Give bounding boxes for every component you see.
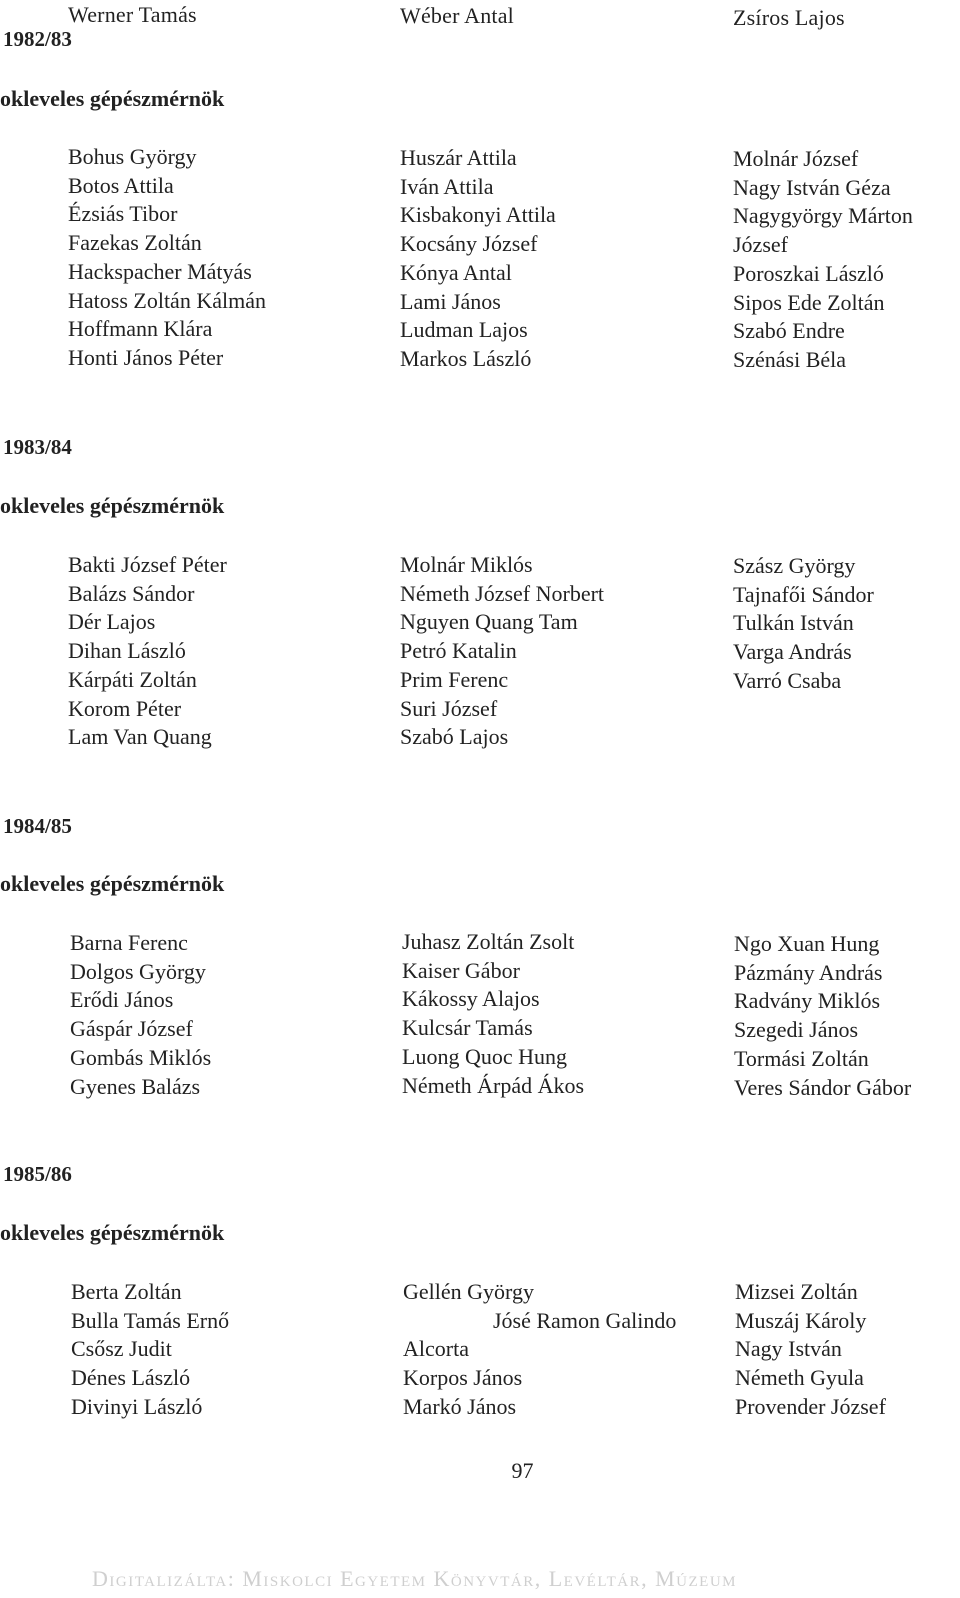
list-item: Juhasz Zoltán Zsolt	[402, 929, 575, 954]
name-column-2	[403, 1278, 676, 1422]
list-item: Nagy István	[735, 1336, 842, 1362]
list-item: Luong Quoc Hung	[402, 1043, 567, 1069]
list-item: Varga András	[733, 639, 852, 665]
digitization-watermark: Digitalizálta: Miskolci Egyetem Könyvtár, Levéltár, Múzeum	[92, 1566, 737, 1591]
name-column-2	[400, 551, 604, 752]
list-item: Németh József Norbert	[400, 580, 605, 606]
list-item: Balázs Sándor	[68, 580, 195, 606]
top-name-col2: Wéber Antal	[400, 3, 514, 28]
list-item: Alcorta	[403, 1336, 469, 1362]
list-item: Szénási Béla	[733, 346, 847, 372]
list-item: Berta Zoltán	[71, 1279, 182, 1304]
list-item: Suri József	[400, 695, 498, 721]
name-column-2	[402, 928, 584, 1100]
list-item: Hatoss Zoltán Kálmán	[68, 287, 266, 313]
list-item: Kocsány József	[400, 231, 538, 257]
list-item: Veres Sándor Gábor	[734, 1074, 912, 1100]
name-column-1	[71, 1278, 229, 1422]
list-item: Dér Lajos	[68, 609, 156, 635]
name-column-1	[70, 929, 211, 1101]
page-number: 97	[511, 1458, 534, 1483]
section-degree: okleveles gépészmérnök	[0, 1220, 225, 1245]
list-item: Prim Ferenc	[400, 666, 509, 692]
list-item: Divinyi László	[71, 1393, 203, 1419]
name-column-3	[735, 1278, 886, 1422]
list-item: Tulkán István	[733, 610, 854, 636]
section-degree: okleveles gépészmérnök	[0, 86, 225, 111]
list-item: Huszár Attila	[400, 145, 517, 170]
list-item: Kákossy Alajos	[402, 986, 540, 1012]
list-item: Poroszkai László	[733, 260, 884, 286]
list-item: Tajnafői Sándor	[733, 581, 874, 607]
list-item: Varró Csaba	[733, 667, 842, 693]
list-item: Dénes László	[71, 1365, 191, 1391]
section-year: 1985/86	[3, 1162, 72, 1186]
list-item: Szász György	[733, 553, 856, 578]
list-item: Tormási Zoltán	[734, 1045, 869, 1071]
section-year: 1983/84	[3, 435, 72, 459]
list-item: Barna Ferenc	[70, 930, 188, 955]
list-item: Nguyen Quang Tam	[400, 609, 578, 635]
section-year: 1982/83	[3, 27, 72, 51]
list-item: Markó János	[403, 1393, 517, 1419]
list-item: Kulcsár Tamás	[402, 1015, 533, 1041]
name-column-3	[734, 930, 911, 1102]
list-item: Ézsiás Tibor	[68, 201, 178, 227]
list-item: Korom Péter	[68, 695, 182, 721]
list-item: Ludman Lajos	[400, 317, 528, 343]
list-item: Németh Gyula	[735, 1365, 864, 1391]
list-item: Petró Katalin	[400, 638, 517, 664]
list-item: Lami János	[400, 288, 501, 314]
list-item: Kárpáti Zoltán	[68, 666, 197, 692]
list-item: Hoffmann Klára	[68, 316, 213, 342]
list-item: József	[733, 232, 788, 258]
list-item: Kónya Antal	[400, 259, 512, 285]
list-item: Molnár Miklós	[400, 552, 533, 577]
section-year: 1984/85	[3, 814, 72, 838]
list-item: Molnár József	[733, 146, 859, 171]
list-item: Szabó Lajos	[400, 724, 509, 750]
top-name-col3: Zsíros Lajos	[733, 5, 845, 30]
list-item: Csősz Judit	[71, 1336, 172, 1362]
list-item: Bulla Tamás Ernő	[71, 1307, 230, 1333]
list-item: Radvány Miklós	[734, 988, 881, 1014]
list-item: Provender József	[735, 1393, 886, 1419]
list-item: Bakti József Péter	[68, 552, 227, 577]
name-column-1	[68, 551, 227, 752]
list-item: Fazekas Zoltán	[68, 230, 202, 256]
section-degree: okleveles gépészmérnök	[0, 493, 225, 518]
top-name-col1: Werner Tamás	[68, 2, 197, 27]
list-item: Kaiser Gábor	[402, 957, 520, 983]
name-column-3	[733, 145, 913, 375]
list-item: Pázmány András	[734, 959, 883, 985]
list-item: Botos Attila	[68, 172, 174, 198]
list-item: Nagy István Géza	[733, 174, 891, 200]
list-item: Dihan László	[68, 638, 186, 664]
list-item: Gombás Miklós	[70, 1044, 212, 1070]
list-item: Ngo Xuan Hung	[734, 931, 880, 956]
list-item: Erődi János	[70, 987, 174, 1013]
list-item: Lam Van Quang	[68, 724, 212, 750]
list-item: Iván Attila	[400, 173, 494, 199]
list-item: Honti János Péter	[68, 344, 224, 370]
list-item: Kisbakonyi Attila	[400, 202, 556, 228]
list-item: Szegedi János	[734, 1017, 859, 1043]
list-item: Bohus György	[68, 144, 197, 169]
name-column-3	[733, 552, 874, 696]
list-item: Korpos János	[403, 1365, 523, 1391]
list-item: Gáspár József	[70, 1016, 193, 1042]
list-item: Mizsei Zoltán	[735, 1279, 858, 1304]
list-item: Muszáj Károly	[735, 1307, 867, 1333]
name-column-1	[68, 143, 266, 373]
list-item: Nagygyörgy Márton	[733, 203, 913, 229]
list-item: Szabó Endre	[733, 318, 845, 344]
name-column-2	[400, 144, 556, 374]
list-item: Dolgos György	[70, 958, 206, 984]
list-item: Gyenes Balázs	[70, 1073, 201, 1099]
list-item: Markos László	[400, 345, 532, 371]
list-item: Németh Árpád Ákos	[402, 1072, 585, 1098]
list-item: Sipos Ede Zoltán	[733, 289, 885, 315]
list-item: Hackspacher Mátyás	[68, 258, 252, 284]
list-item: Jósé Ramon Galindo	[493, 1307, 677, 1333]
list-item: Gellén György	[403, 1279, 534, 1304]
section-degree: okleveles gépészmérnök	[0, 871, 225, 896]
